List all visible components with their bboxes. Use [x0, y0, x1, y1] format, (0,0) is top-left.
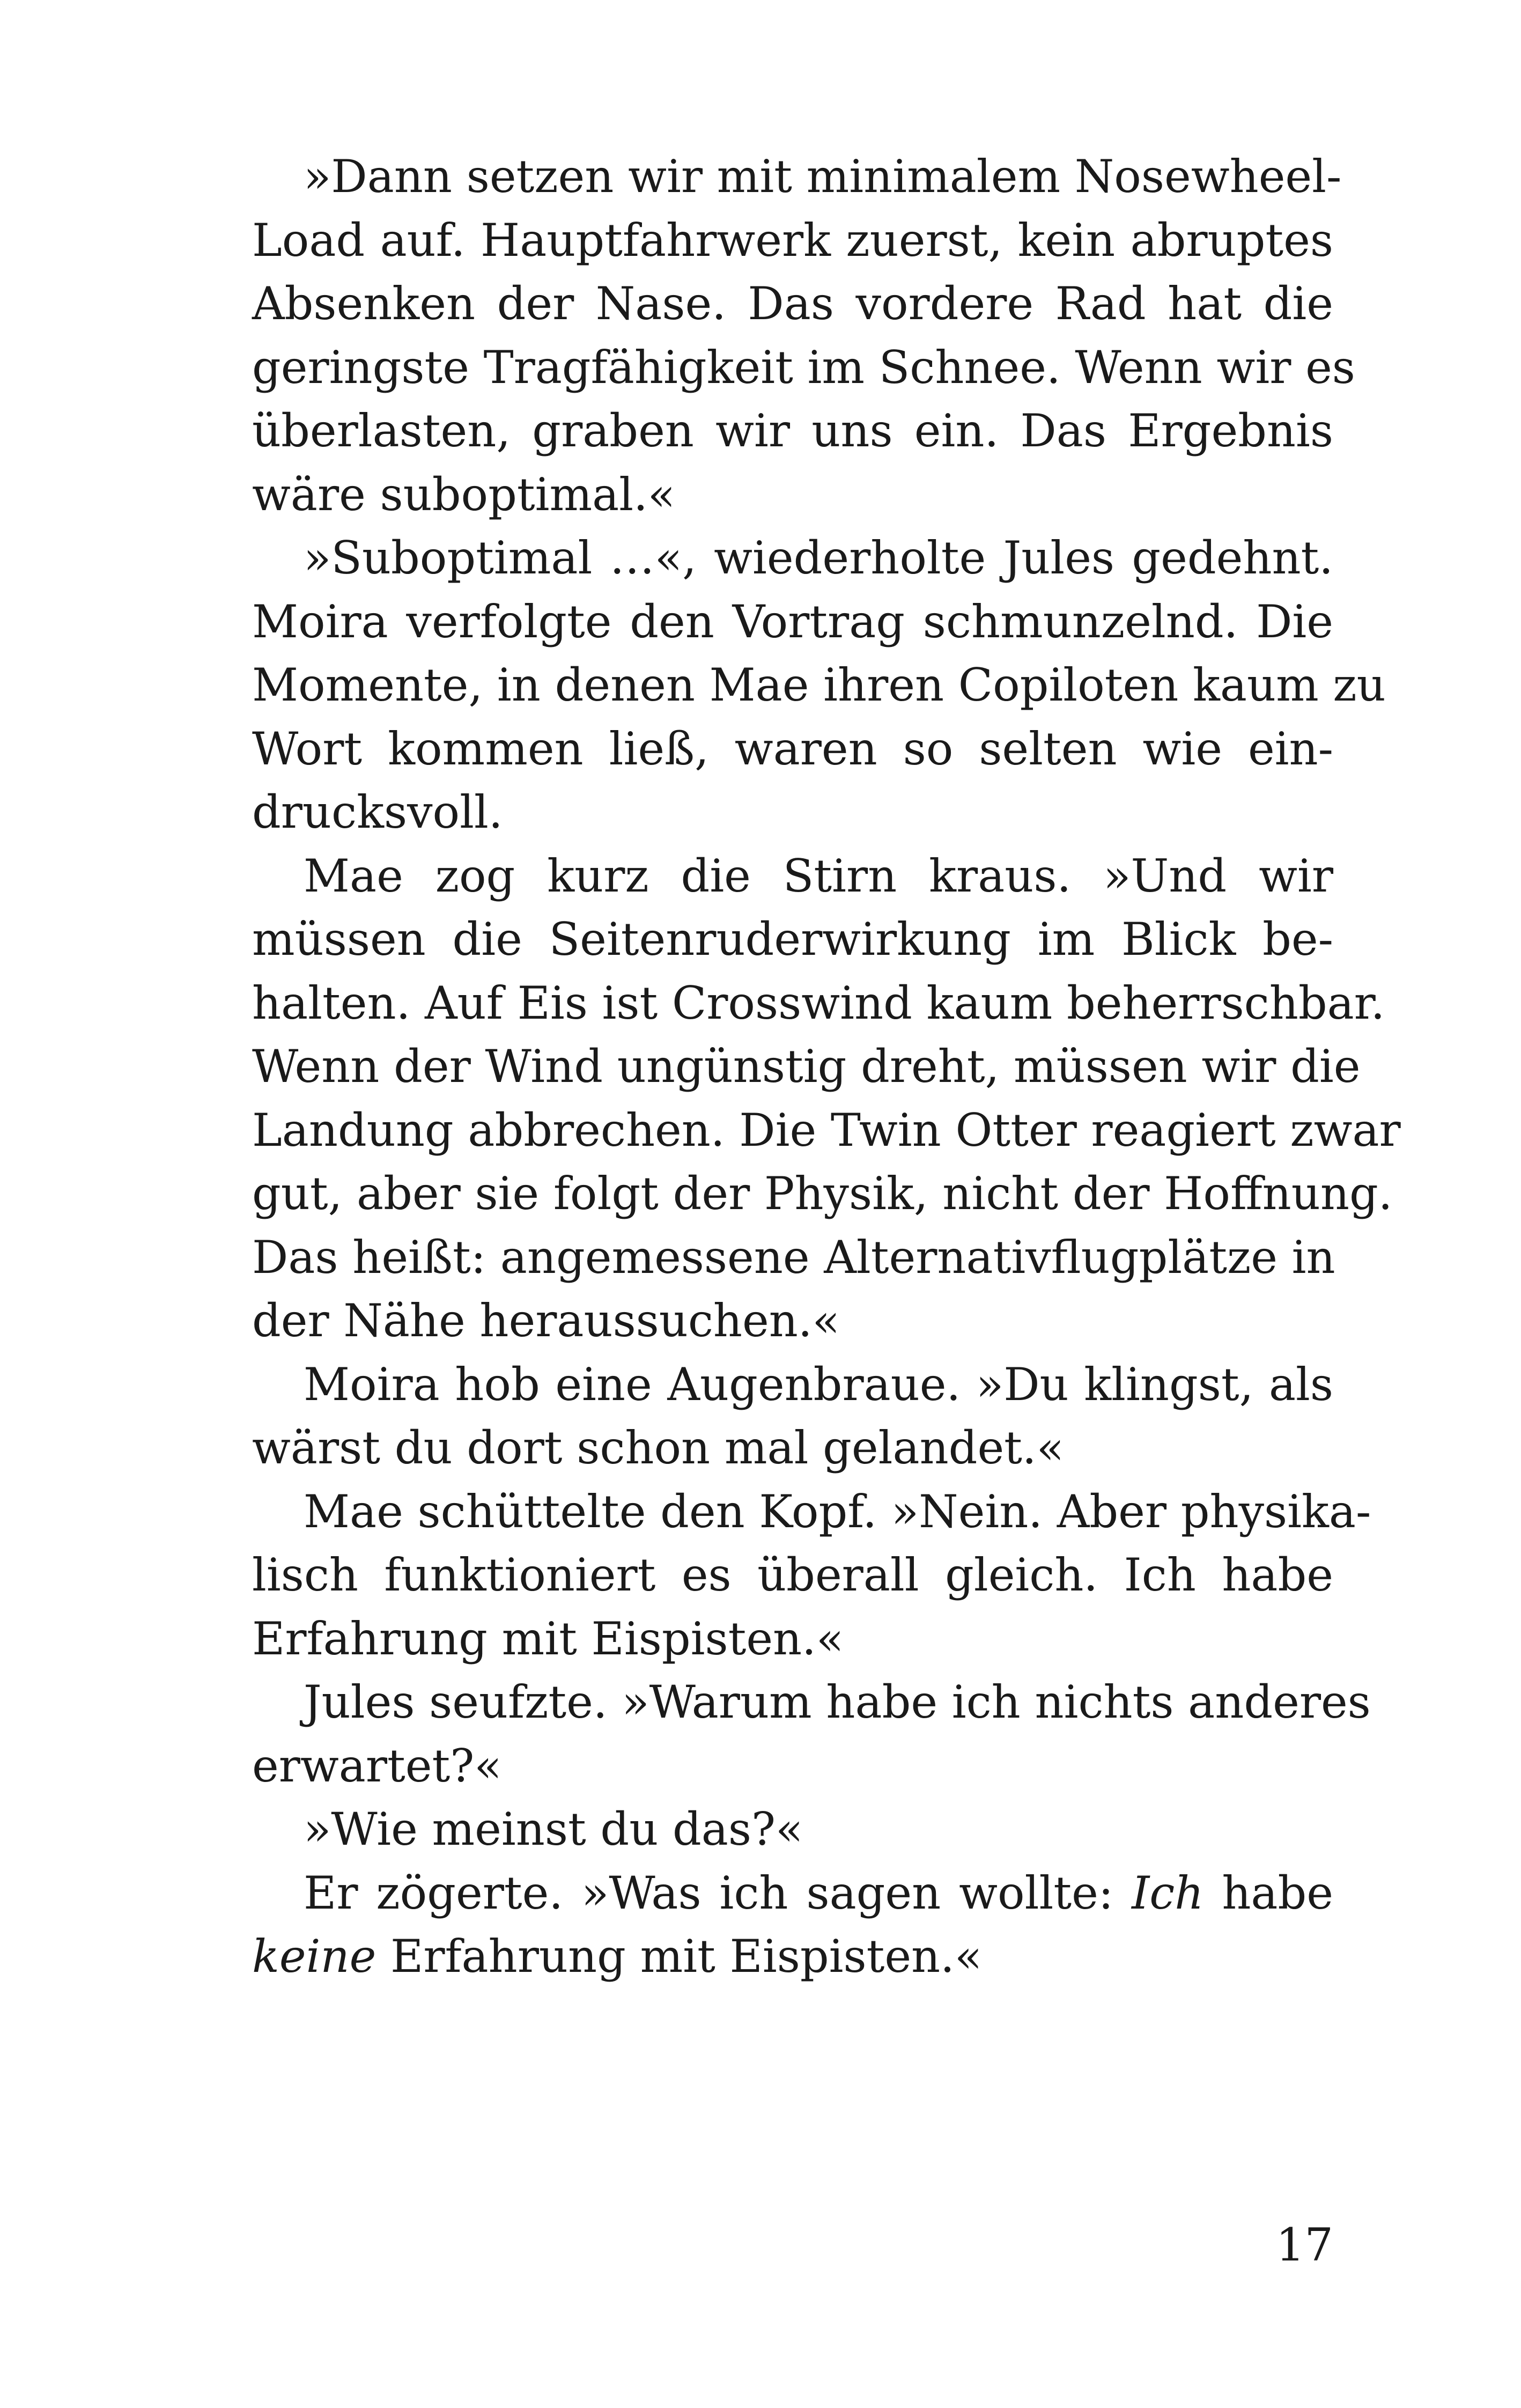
text-line — [252, 1861, 1333, 1925]
text-line: Absenken der Nase. Das vordere Rad hat die — [252, 277, 1333, 330]
text-line: der Nähe heraussuchen.« — [252, 1294, 840, 1347]
text-line: Wort kommen ließ, waren so selten wie ein- — [252, 722, 1333, 775]
emphasis-text: keine — [252, 1930, 376, 1983]
text-line: »Dann setzen wir mit minimalem Nosewheel- — [304, 150, 1342, 203]
text-line: »Suboptimal …«, wiederholte Jules gedehnt. — [304, 532, 1333, 584]
text-line: Moira hob eine Augenbraue. »Du klingst, als — [304, 1358, 1333, 1411]
text-line: Erfahrung mit Eispisten.« — [252, 1612, 844, 1665]
text-line: Das heißt: angemessene Alternativflugplätze in — [252, 1231, 1335, 1284]
text-line: Landung abbrechen. Die Twin Otter reagiert zwar — [252, 1103, 1401, 1157]
text-line: überlasten, graben wir uns ein. Das Ergebnis — [252, 404, 1333, 457]
text-line: gut, aber sie folgt der Physik, nicht der Hoffnung. — [252, 1167, 1393, 1220]
text-line: müssen die Seitenruderwirkung im Blick be- — [252, 913, 1333, 966]
text-line: wärst du dort schon mal gelandet.« — [252, 1422, 1065, 1474]
text-line: Wenn der Wind ungünstig dreht, müssen wir die — [252, 1040, 1361, 1093]
emphasis-text: Ich — [1132, 1866, 1204, 1919]
text-run: habe — [1203, 1866, 1333, 1919]
text-line: geringste Tragfähigkeit im Schnee. Wenn wir es — [252, 341, 1355, 394]
body-text — [252, 145, 1401, 1989]
text-line: Mae schüttelte den Kopf. »Nein. Aber physika- — [304, 1485, 1371, 1538]
text-line: Moira verfolgte den Vortrag schmunzelnd. Die — [252, 595, 1333, 648]
text-run: Erfahrung mit Eispisten.« — [376, 1930, 983, 1983]
text-line — [252, 1925, 1333, 1989]
text-line: Load auf. Hauptfahrwerk zuerst, kein abruptes — [252, 213, 1333, 267]
text-line: wäre suboptimal.« — [252, 468, 676, 521]
text-line: drucksvoll. — [252, 786, 503, 838]
text-line: lisch funktioniert es überall gleich. Ich habe — [252, 1549, 1333, 1601]
text-line: Jules seufzte. »Warum habe ich nichts anderes — [304, 1676, 1371, 1728]
text-line: »Wie meinst du das?« — [304, 1803, 803, 1855]
text-run: Er zögerte. »Was ich sagen wollte: — [304, 1866, 1132, 1919]
text-line: Momente, in denen Mae ihren Copiloten kaum zu — [252, 659, 1386, 711]
text-line: halten. Auf Eis ist Crosswind kaum beherrschbar. — [252, 976, 1385, 1029]
text-line: erwartet?« — [252, 1739, 502, 1792]
text-line: Mae zog kurz die Stirn kraus. »Und wir — [304, 849, 1333, 902]
page-number: 17 — [1276, 2219, 1333, 2271]
